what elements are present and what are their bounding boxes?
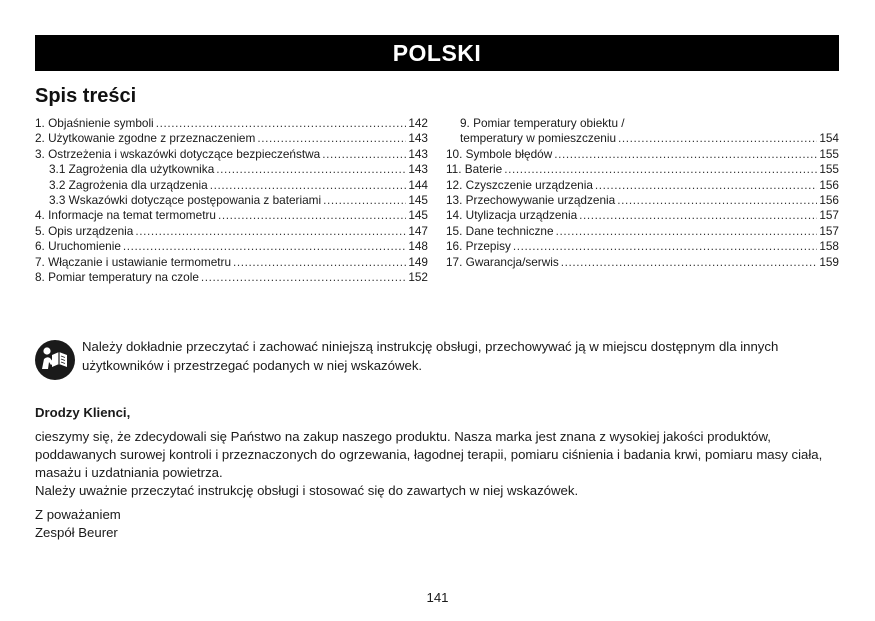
letter-greeting: Drodzy Klienci, — [35, 405, 131, 420]
toc-entry — [35, 255, 428, 270]
closing-line-1: Z poważaniem — [35, 507, 121, 522]
banner-title: POLSKI — [392, 40, 482, 66]
toc-entry-page: 143 — [408, 146, 428, 161]
toc-entry-label: 6. Uruchomienie — [35, 239, 121, 254]
letter-paragraph-1: cieszymy się, że zdecydowali się Państwo na zakup naszego produktu. Nasza marka jest znana z wysokiej jakości produktów, poddawanych surowej kontroli i przeznaczonych do ogrzewania, łagodnej terapii, pomiaru ciśnienia i badania krwi, pomiaru masy ciała, masażu i uzdatniania powietrza. — [35, 429, 823, 480]
toc-entry — [35, 147, 428, 162]
toc-entry-label: 11. Baterie — [446, 162, 503, 177]
toc-entry — [446, 131, 839, 146]
toc-entry-label: 15. Dane techniczne — [446, 223, 554, 238]
toc-entry-label: 17. Gwarancja/serwis — [446, 254, 559, 269]
language-banner — [35, 35, 839, 71]
toc-leader-dots — [595, 178, 817, 193]
toc-entry-page: 145 — [408, 193, 428, 208]
toc-leader-dots — [218, 208, 406, 223]
toc-leader-dots — [123, 239, 406, 254]
toc-leader-dots — [201, 270, 406, 285]
toc-entry-label: 2. Użytkowanie zgodne z przeznaczeniem — [35, 131, 256, 146]
toc-entry — [446, 162, 839, 177]
toc-left-column — [35, 116, 428, 285]
toc-entry-page: 157 — [819, 223, 839, 238]
toc-entry-label: 10. Symbole błędów — [446, 146, 553, 161]
toc-entry-label: 4. Informacje na temat termometru — [35, 208, 216, 223]
toc-entry-page: 159 — [819, 254, 839, 269]
toc-entry-page: 157 — [819, 208, 839, 223]
toc-leader-dots — [556, 224, 818, 239]
closing-line-2: Zespół Beurer — [35, 525, 118, 540]
toc-entry-label: 12. Czyszczenie urządzenia — [446, 177, 593, 192]
toc-entry — [35, 178, 428, 193]
read-manual-icon — [34, 339, 76, 381]
toc-entry — [446, 224, 839, 239]
toc-entry-page: 149 — [408, 254, 428, 269]
toc-leader-dots — [322, 147, 406, 162]
toc-entry-label: 13. Przechowywanie urządzenia — [446, 193, 616, 208]
letter-closing — [35, 506, 121, 542]
toc-entry-label: 3.2 Zagrożenia dla urządzenia — [49, 177, 208, 192]
toc-entry-label: 9. Pomiar temperatury obiektu / — [460, 116, 625, 130]
toc-leader-dots — [579, 208, 817, 223]
toc-entry — [446, 178, 839, 193]
toc-entry-label: 3. Ostrzeżenia i wskazówki dotyczące bezpieczeństwa — [35, 146, 321, 161]
toc-leader-dots — [513, 239, 817, 254]
toc-entry-page: 143 — [408, 162, 428, 177]
toc-entry-label: 5. Opis urządzenia — [35, 223, 134, 238]
toc-leader-dots — [216, 162, 406, 177]
toc-entry — [446, 193, 839, 208]
toc-entry — [35, 193, 428, 208]
toc-leader-dots — [156, 116, 407, 131]
toc-entry-page: 155 — [819, 162, 839, 177]
toc-entry — [35, 208, 428, 223]
toc-right-column — [446, 116, 839, 270]
toc-leader-dots — [210, 178, 407, 193]
toc-entry-label: 14. Utylizacja urządzenia — [446, 208, 578, 223]
toc-leader-dots — [618, 131, 817, 146]
toc-entry-page: 155 — [819, 146, 839, 161]
toc-entry-page: 148 — [408, 239, 428, 254]
toc-entry-page: 156 — [819, 193, 839, 208]
toc-entry-page: 158 — [819, 239, 839, 254]
toc-entry-page: 147 — [408, 223, 428, 238]
toc-entry — [446, 239, 839, 254]
toc-leader-dots — [554, 147, 817, 162]
toc-entry — [35, 116, 428, 131]
toc-entry-page: 143 — [408, 131, 428, 146]
letter-paragraph-2: Należy uważnie przeczytać instrukcję obsługi i stosować się do zawartych w niej wskazówek. — [35, 483, 579, 498]
page-number: 141 — [426, 590, 449, 605]
toc-entry — [446, 255, 839, 270]
toc-entry-label: 3.1 Zagrożenia dla użytkownika — [49, 162, 215, 177]
toc-entry-page: 145 — [408, 208, 428, 223]
toc-entry-label: 1. Objaśnienie symboli — [35, 116, 154, 130]
toc-leader-dots — [257, 131, 406, 146]
toc-entry — [446, 147, 839, 162]
toc-entry-page: 154 — [819, 131, 839, 146]
toc-leader-dots — [561, 255, 818, 270]
toc-entry-page: 142 — [408, 116, 428, 130]
safety-notice-text: Należy dokładnie przeczytać i zachować niniejszą instrukcję obsługi, przechowywać ją w miejscu dostępnym dla innych użytkowników i przestrzegać podanych w niej wskazówek. — [82, 339, 779, 373]
toc-entry-label: 3.3 Wskazówki dotyczące postępowania z bateriami — [49, 193, 322, 208]
toc-entry — [446, 208, 839, 223]
toc-leader-dots — [135, 224, 406, 239]
letter-body — [35, 428, 841, 500]
toc-entry-label: 8. Pomiar temperatury na czole — [35, 270, 199, 285]
toc-entry — [35, 270, 428, 285]
toc-entry-page: 152 — [408, 270, 428, 285]
toc-entry-page: 156 — [819, 177, 839, 192]
toc-entry-label: 7. Włączanie i ustawianie termometru — [35, 254, 232, 269]
toc-entry — [35, 239, 428, 254]
toc-leader-dots — [504, 162, 817, 177]
toc-entry-label: temperatury w pomieszczeniu — [460, 131, 617, 146]
toc-entry — [35, 224, 428, 239]
toc-leader-dots — [617, 193, 817, 208]
toc-leader-dots — [323, 193, 406, 208]
toc-entry — [446, 116, 839, 131]
toc-entry — [35, 131, 428, 146]
toc-title: Spis treści — [35, 85, 137, 107]
toc-entry-page: 144 — [408, 177, 428, 192]
toc-entry — [35, 162, 428, 177]
toc-entry-label: 16. Przepisy — [446, 239, 511, 254]
toc-leader-dots — [233, 255, 406, 270]
